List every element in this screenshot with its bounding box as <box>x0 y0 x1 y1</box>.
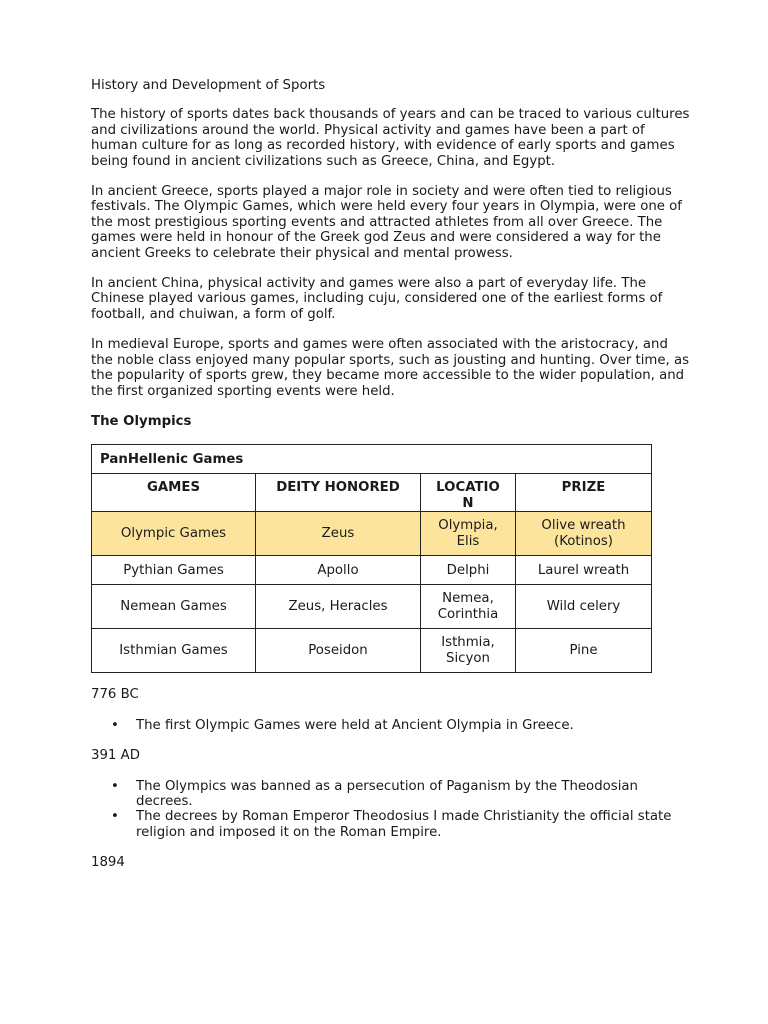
table-caption: PanHellenic Games <box>92 445 652 474</box>
section-heading-olympics: The Olympics <box>91 413 192 429</box>
table-row <box>92 556 652 585</box>
table-row <box>92 512 652 556</box>
table-caption-row <box>92 445 652 474</box>
timeline-year-1894: 1894 <box>91 855 125 871</box>
cell-game: Olympic Games <box>92 512 256 556</box>
bullet-icon: • <box>111 809 119 825</box>
paragraph-intro: The history of sports dates back thousands of years and can be traced to various cultures and civilizations around the world. Physical activity and games have been a part of human culture for as long as recorded history, with evidence of early sports and games being found in ancient civilizations such as Greece, China, and Egypt. <box>91 107 690 169</box>
document-page <box>91 78 691 886</box>
table-row <box>92 585 652 629</box>
table-row <box>92 629 652 673</box>
cell-location: Nemea, Corinthia <box>421 585 516 629</box>
column-header-location: LOCATIO N <box>421 474 516 512</box>
cell-game: Isthmian Games <box>92 629 256 673</box>
cell-deity: Zeus, Heracles <box>256 585 421 629</box>
list-item-text: The first Olympic Games were held at Ancient Olympia in Greece. <box>136 717 574 733</box>
list-item <box>91 809 691 840</box>
cell-location: Olympia, Elis <box>421 512 516 556</box>
cell-prize: Olive wreath (Kotinos) <box>516 512 652 556</box>
cell-deity: Apollo <box>256 556 421 585</box>
timeline-events-776bc <box>91 718 691 733</box>
paragraph-greece: In ancient Greece, sports played a major role in society and were often tied to religious festivals. The Olympic Games, which were held every four years in Olympia, were one of the most prestigious sporting events and attracted athletes from all over Greece. The games were held in honour of the Greek god Zeus and were considered a way for the ancient Greeks to celebrate their physical and mental prowess. <box>91 184 682 261</box>
cell-prize: Wild celery <box>516 585 652 629</box>
cell-deity: Zeus <box>256 512 421 556</box>
paragraph-medieval-europe: In medieval Europe, sports and games were often associated with the aristocracy, and the noble class enjoyed many popular sports, such as jousting and hunting. Over time, as the popularity of sports grew, they became more accessible to the wider population, and the first organized sporting events were held. <box>91 337 690 399</box>
paragraph-china: In ancient China, physical activity and games were also a part of everyday life. The Chinese played various games, including cuju, considered one of the earliest forms of football, and chuiwan, a form of golf. <box>91 276 663 322</box>
timeline-year-391ad: 391 AD <box>91 748 140 764</box>
document-title: History and Development of Sports <box>91 78 326 93</box>
cell-deity: Poseidon <box>256 629 421 673</box>
cell-prize: Laurel wreath <box>516 556 652 585</box>
bullet-icon: • <box>111 778 119 794</box>
list-item <box>91 718 691 733</box>
cell-game: Nemean Games <box>92 585 256 629</box>
cell-location: Isthmia, Sicyon <box>421 629 516 673</box>
table-header-row <box>92 474 652 512</box>
list-item-text: The Olympics was banned as a persecution of Paganism by the Theodosian decrees. <box>136 778 638 809</box>
panhellenic-games-table <box>91 444 652 673</box>
column-header-games: GAMES <box>92 474 256 512</box>
column-header-prize: PRIZE <box>516 474 652 512</box>
cell-game: Pythian Games <box>92 556 256 585</box>
list-item-text: The decrees by Roman Emperor Theodosius I made Christianity the official state religion and imposed it on the Roman Empire. <box>136 809 672 840</box>
timeline-year-776bc: 776 BC <box>91 687 139 703</box>
bullet-icon: • <box>111 717 119 733</box>
cell-location: Delphi <box>421 556 516 585</box>
list-item <box>91 779 691 810</box>
timeline-events-391ad <box>91 779 691 841</box>
column-header-deity: DEITY HONORED <box>256 474 421 512</box>
cell-prize: Pine <box>516 629 652 673</box>
